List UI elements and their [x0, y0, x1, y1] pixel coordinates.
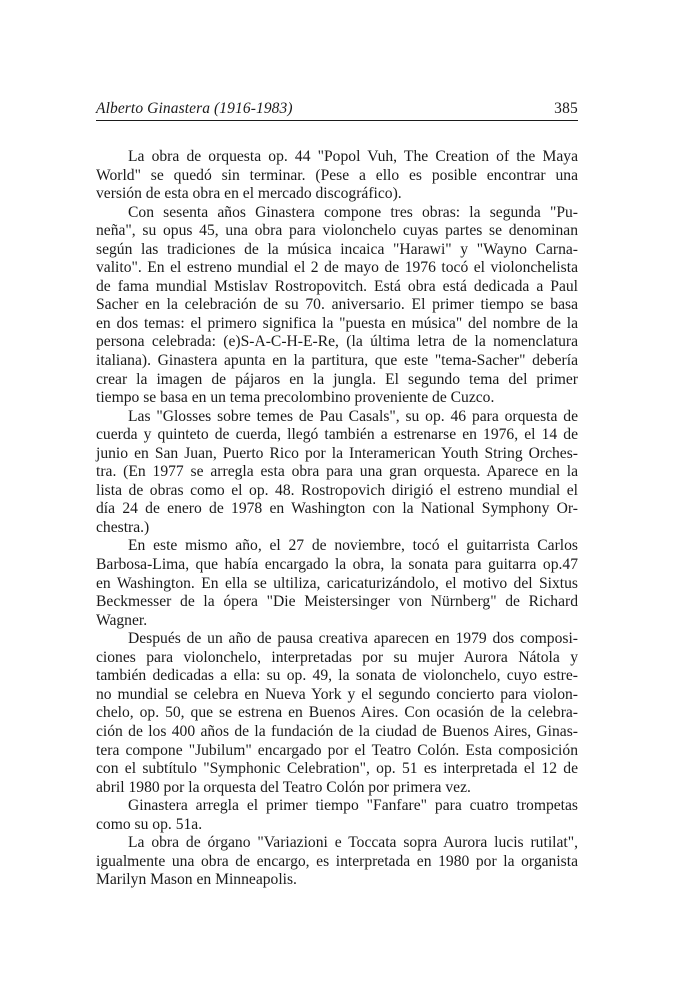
paragraph	[96, 537, 578, 630]
text-line: Beckmesser de la ópera "Die Meistersinger von Nürnberg" de Richard	[96, 593, 578, 611]
text-line: versión de esta obra en el mercado discográfico).	[96, 185, 402, 203]
text-line: Las "Glosses sobre temes de Pau Casals", su op. 46 para orquesta de	[128, 407, 578, 425]
text-line: en dos temas: el primero significa la "puesta en música" del nombre de la	[96, 314, 578, 332]
text-line: abril 1980 por la orquesta del Teatro Colón por primera vez.	[96, 778, 471, 796]
paragraph	[96, 834, 578, 890]
body-text	[96, 148, 578, 890]
text-line: junio en San Juan, Puerto Rico por la Interamerican Youth String Orches-	[96, 444, 578, 462]
running-header	[96, 100, 578, 121]
text-line: cuerda y quinteto de cuerda, llegó también a estrenarse en 1976, el 14 de	[96, 426, 578, 444]
text-line: Marilyn Mason en Minneapolis.	[96, 871, 297, 889]
text-line: según las tradiciones de la música incaica "Harawi" y "Wayno Carna-	[96, 240, 578, 258]
page-number: 385	[554, 100, 578, 117]
text-line: Con sesenta años Ginastera compone tres obras: la segunda "Pu-	[128, 203, 578, 221]
paragraph	[96, 204, 578, 408]
text-line: igualmente una obra de encargo, es interpretada en 1980 por la organista	[96, 852, 578, 870]
text-line: La obra de órgano "Variazioni e Toccata sopra Aurora lucis rutilat",	[128, 834, 578, 852]
text-line: italiana). Ginastera apunta en la partitura, que este "tema-Sacher" debería	[96, 352, 578, 370]
text-line: neña", su opus 45, una obra para violonchelo cuyas partes se denominan	[96, 222, 578, 240]
running-title: Alberto Ginastera (1916-1983)	[96, 100, 293, 117]
paragraph	[96, 797, 578, 834]
text-line: ciones para violonchelo, interpretadas por su mujer Aurora Nátola y	[96, 648, 578, 666]
paragraph	[96, 408, 578, 538]
text-line: ción de los 400 años de la fundación de la ciudad de Buenos Aires, Ginas-	[96, 722, 578, 740]
text-line: Barbosa-Lima, que había encargado la obra, la sonata para guitarra op.47	[96, 556, 578, 574]
text-line: valito". En el estreno mundial el 2 de mayo de 1976 tocó el violonchelista	[96, 259, 578, 277]
text-line: de fama mundial Mstislav Rostropovitch. Está obra está dedicada a Paul	[96, 277, 578, 295]
text-line: chelo, op. 50, que se estrena en Buenos Aires. Con ocasión de la celebra-	[96, 704, 578, 722]
text-line: persona celebrada: (e)S-A-C-H-E-Re, (la última letra de la nomenclatura	[96, 333, 578, 351]
text-line: Ginastera arregla el primer tiempo "Fanfare" para cuatro trompetas	[128, 797, 578, 815]
text-line: chestra.)	[96, 518, 150, 536]
text-line: World" se quedó sin terminar. (Pese a ello es posible encontrar una	[96, 166, 578, 184]
paragraph	[96, 148, 578, 204]
text-line: también dedicadas a ella: su op. 49, la sonata de violonchelo, cuyo estre-	[96, 667, 578, 685]
paragraph	[96, 630, 578, 797]
text-line: Después de un año de pausa creativa aparecen en 1979 dos composi-	[128, 630, 578, 648]
text-line: día 24 de enero de 1978 en Washington con la National Symphony Or-	[96, 500, 578, 518]
text-line: tra. (En 1977 se arregla esta obra para una gran orquesta. Aparece en la	[96, 463, 578, 481]
text-line: Wagner.	[96, 611, 148, 629]
text-line: no mundial se celebra en Nueva York y el segundo concierto para violon-	[96, 685, 578, 703]
text-line: Sacher en la celebración de su 70. aniversario. El primer tiempo se basa	[96, 296, 578, 314]
text-line: crear la imagen de pájaros en la jungla. El segundo tema del primer	[96, 370, 578, 388]
text-line: en Washington. En ella se ultiliza, caricaturizándolo, el motivo del Sixtus	[96, 574, 578, 592]
book-page	[96, 100, 578, 890]
text-line: tiempo se basa en un tema precolombino proveniente de Cuzco.	[96, 389, 495, 407]
text-line: con el subtítulo "Symphonic Celebration", op. 51 es interpretada el 12 de	[96, 760, 578, 778]
text-line: La obra de orquesta op. 44 "Popol Vuh, The Creation of the Maya	[128, 148, 578, 165]
text-line: tera compone "Jubilum" encargado por el Teatro Colón. Esta composición	[96, 741, 578, 759]
text-line: En este mismo año, el 27 de noviembre, tocó el guitarrista Carlos	[128, 537, 578, 555]
text-line: como su op. 51a.	[96, 815, 203, 833]
text-line: lista de obras como el op. 48. Rostropovich dirigió el estreno mundial el	[96, 481, 578, 499]
